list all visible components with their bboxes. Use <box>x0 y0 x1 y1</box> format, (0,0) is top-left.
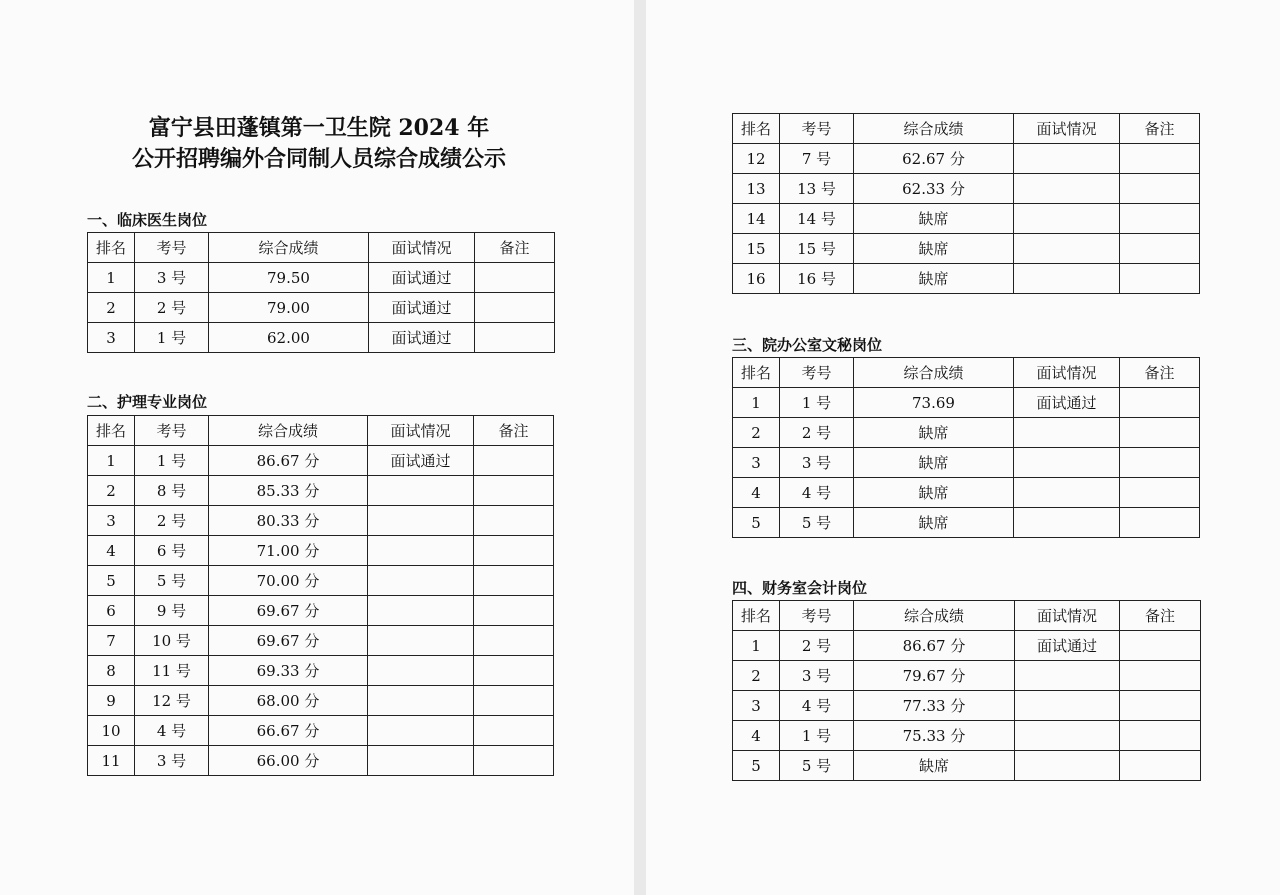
exam-number-cell: 15 号 <box>780 234 854 264</box>
column-header: 综合成绩 <box>209 233 369 263</box>
rank-cell: 5 <box>733 751 780 781</box>
remarks-cell <box>1120 478 1200 508</box>
rank-cell: 2 <box>733 418 780 448</box>
rank-cell: 8 <box>88 656 135 686</box>
title-line-2: 公开招聘编外合同制人员综合成绩公示 <box>131 146 506 172</box>
column-header: 考号 <box>135 416 209 446</box>
column-header: 考号 <box>780 601 854 631</box>
table-row <box>88 746 554 776</box>
score-cell: 缺席 <box>854 418 1014 448</box>
remarks-cell <box>475 293 555 323</box>
remarks-cell <box>1120 174 1200 204</box>
table-row <box>733 418 1200 448</box>
exam-number-cell: 5 号 <box>135 566 209 596</box>
interview-status-cell <box>1014 204 1120 234</box>
interview-status-cell <box>1014 508 1120 538</box>
column-header: 考号 <box>780 358 854 388</box>
section-heading-finance-accountant: 四、财务室会计岗位 <box>732 579 868 597</box>
remarks-cell <box>1120 661 1201 691</box>
score-table-finance-accountant <box>732 600 1201 781</box>
column-header: 排名 <box>733 358 780 388</box>
score-cell: 71.00 分 <box>209 536 368 566</box>
table-row <box>733 388 1200 418</box>
rank-cell: 14 <box>733 204 780 234</box>
remarks-cell <box>474 656 554 686</box>
rank-cell: 15 <box>733 234 780 264</box>
interview-status-cell: 面试通过 <box>368 446 474 476</box>
rank-cell: 11 <box>88 746 135 776</box>
score-cell: 86.67 分 <box>854 631 1015 661</box>
table-row <box>733 721 1201 751</box>
interview-status-cell <box>1015 691 1120 721</box>
remarks-cell <box>1120 691 1201 721</box>
remarks-cell <box>1120 751 1201 781</box>
exam-number-cell: 2 号 <box>780 418 854 448</box>
table-header-row <box>88 233 555 263</box>
score-cell: 62.67 分 <box>854 144 1014 174</box>
rank-cell: 12 <box>733 144 780 174</box>
document-page-1 <box>0 0 634 895</box>
interview-status-cell <box>368 716 474 746</box>
score-cell: 86.67 分 <box>209 446 368 476</box>
rank-cell: 1 <box>88 263 135 293</box>
interview-status-cell <box>368 506 474 536</box>
interview-status-cell <box>1015 751 1120 781</box>
rank-cell: 6 <box>88 596 135 626</box>
score-table-clinical-doctor <box>87 232 555 353</box>
rank-cell: 16 <box>733 264 780 294</box>
interview-status-cell <box>1015 721 1120 751</box>
score-cell: 62.33 分 <box>854 174 1014 204</box>
interview-status-cell: 面试通过 <box>369 293 475 323</box>
score-cell: 70.00 分 <box>209 566 368 596</box>
score-cell: 缺席 <box>854 448 1014 478</box>
interview-status-cell <box>368 626 474 656</box>
rank-cell: 4 <box>733 721 780 751</box>
table-row <box>733 691 1201 721</box>
table-row <box>88 263 555 293</box>
remarks-cell <box>474 536 554 566</box>
document-page-2 <box>646 0 1280 895</box>
score-cell: 79.67 分 <box>854 661 1015 691</box>
exam-number-cell: 8 号 <box>135 476 209 506</box>
remarks-cell <box>474 746 554 776</box>
column-header: 备注 <box>1120 601 1201 631</box>
column-header: 排名 <box>88 233 135 263</box>
table-header-row <box>88 416 554 446</box>
remarks-cell <box>1120 264 1200 294</box>
rank-cell: 3 <box>88 323 135 353</box>
rank-cell: 2 <box>88 293 135 323</box>
rank-cell: 10 <box>88 716 135 746</box>
exam-number-cell: 5 号 <box>780 508 854 538</box>
column-header: 综合成绩 <box>209 416 368 446</box>
table-row <box>733 478 1200 508</box>
rank-cell: 1 <box>733 388 780 418</box>
exam-number-cell: 5 号 <box>780 751 854 781</box>
table-row <box>88 686 554 716</box>
interview-status-cell <box>1014 174 1120 204</box>
table-row <box>733 234 1200 264</box>
table-row <box>88 536 554 566</box>
score-cell: 缺席 <box>854 234 1014 264</box>
exam-number-cell: 3 号 <box>780 448 854 478</box>
score-cell: 69.67 分 <box>209 596 368 626</box>
column-header: 考号 <box>135 233 209 263</box>
exam-number-cell: 3 号 <box>135 263 209 293</box>
rank-cell: 4 <box>733 478 780 508</box>
interview-status-cell <box>368 746 474 776</box>
remarks-cell <box>1120 418 1200 448</box>
exam-number-cell: 4 号 <box>780 478 854 508</box>
remarks-cell <box>474 686 554 716</box>
remarks-cell <box>474 506 554 536</box>
section-heading-office-secretary: 三、院办公室文秘岗位 <box>732 336 883 354</box>
rank-cell: 4 <box>88 536 135 566</box>
remarks-cell <box>1120 388 1200 418</box>
score-cell: 缺席 <box>854 204 1014 234</box>
table-row <box>733 204 1200 234</box>
rank-cell: 5 <box>88 566 135 596</box>
interview-status-cell: 面试通过 <box>1015 631 1120 661</box>
column-header: 面试情况 <box>1014 114 1120 144</box>
table-header-row <box>733 114 1200 144</box>
column-header: 备注 <box>474 416 554 446</box>
column-header: 综合成绩 <box>854 601 1015 631</box>
exam-number-cell: 3 号 <box>780 661 854 691</box>
table-row <box>733 631 1201 661</box>
document-title <box>84 113 554 175</box>
score-cell: 80.33 分 <box>209 506 368 536</box>
exam-number-cell: 10 号 <box>135 626 209 656</box>
interview-status-cell <box>1014 448 1120 478</box>
remarks-cell <box>1120 631 1201 661</box>
table-row <box>88 566 554 596</box>
table-row <box>88 626 554 656</box>
interview-status-cell <box>1015 661 1120 691</box>
exam-number-cell: 14 号 <box>780 204 854 234</box>
interview-status-cell <box>368 566 474 596</box>
column-header: 考号 <box>780 114 854 144</box>
exam-number-cell: 1 号 <box>780 721 854 751</box>
exam-number-cell: 4 号 <box>135 716 209 746</box>
score-table-nursing-continued <box>732 113 1200 294</box>
table-row <box>88 656 554 686</box>
exam-number-cell: 2 号 <box>135 506 209 536</box>
score-cell: 缺席 <box>854 264 1014 294</box>
exam-number-cell: 13 号 <box>780 174 854 204</box>
table-row <box>88 323 555 353</box>
column-header: 排名 <box>88 416 135 446</box>
remarks-cell <box>474 476 554 506</box>
interview-status-cell <box>368 656 474 686</box>
score-cell: 75.33 分 <box>854 721 1015 751</box>
table-row <box>88 446 554 476</box>
remarks-cell <box>474 566 554 596</box>
exam-number-cell: 7 号 <box>780 144 854 174</box>
remarks-cell <box>474 716 554 746</box>
score-cell: 79.00 <box>209 293 369 323</box>
remarks-cell <box>1120 144 1200 174</box>
table-header-row <box>733 358 1200 388</box>
rank-cell: 3 <box>88 506 135 536</box>
section-heading-clinical-doctor: 一、临床医生岗位 <box>87 211 208 229</box>
rank-cell: 13 <box>733 174 780 204</box>
exam-number-cell: 6 号 <box>135 536 209 566</box>
exam-number-cell: 3 号 <box>135 746 209 776</box>
interview-status-cell <box>368 686 474 716</box>
exam-number-cell: 1 号 <box>135 323 209 353</box>
table-row <box>733 751 1201 781</box>
score-cell: 缺席 <box>854 478 1014 508</box>
column-header: 综合成绩 <box>854 114 1014 144</box>
interview-status-cell <box>1014 234 1120 264</box>
column-header: 排名 <box>733 601 780 631</box>
exam-number-cell: 11 号 <box>135 656 209 686</box>
rank-cell: 7 <box>88 626 135 656</box>
table-row <box>733 661 1201 691</box>
interview-status-cell <box>368 596 474 626</box>
interview-status-cell: 面试通过 <box>369 263 475 293</box>
rank-cell: 9 <box>88 686 135 716</box>
table-row <box>88 506 554 536</box>
exam-number-cell: 16 号 <box>780 264 854 294</box>
column-header: 综合成绩 <box>854 358 1014 388</box>
score-cell: 77.33 分 <box>854 691 1015 721</box>
remarks-cell <box>1120 721 1201 751</box>
exam-number-cell: 1 号 <box>780 388 854 418</box>
remarks-cell <box>1120 508 1200 538</box>
score-cell: 69.33 分 <box>209 656 368 686</box>
remarks-cell <box>1120 448 1200 478</box>
table-row <box>88 716 554 746</box>
exam-number-cell: 1 号 <box>135 446 209 476</box>
table-row <box>733 174 1200 204</box>
section-heading-nursing: 二、护理专业岗位 <box>87 393 208 411</box>
column-header: 面试情况 <box>1014 358 1120 388</box>
score-cell: 69.67 分 <box>209 626 368 656</box>
column-header: 备注 <box>1120 358 1200 388</box>
rank-cell: 1 <box>733 631 780 661</box>
table-row <box>733 144 1200 174</box>
score-cell: 73.69 <box>854 388 1014 418</box>
rank-cell: 3 <box>733 448 780 478</box>
table-row <box>733 448 1200 478</box>
table-row <box>733 508 1200 538</box>
exam-number-cell: 2 号 <box>780 631 854 661</box>
score-cell: 缺席 <box>854 508 1014 538</box>
remarks-cell <box>474 626 554 656</box>
exam-number-cell: 2 号 <box>135 293 209 323</box>
remarks-cell <box>474 446 554 476</box>
table-row <box>88 476 554 506</box>
interview-status-cell <box>1014 264 1120 294</box>
rank-cell: 5 <box>733 508 780 538</box>
rank-cell: 2 <box>88 476 135 506</box>
score-table-office-secretary <box>732 357 1200 538</box>
score-cell: 85.33 分 <box>209 476 368 506</box>
interview-status-cell <box>1014 478 1120 508</box>
remarks-cell <box>1120 204 1200 234</box>
table-row <box>733 264 1200 294</box>
interview-status-cell: 面试通过 <box>1014 388 1120 418</box>
score-table-nursing <box>87 415 554 776</box>
remarks-cell <box>475 323 555 353</box>
table-row <box>88 596 554 626</box>
remarks-cell <box>1120 234 1200 264</box>
interview-status-cell <box>1014 144 1120 174</box>
table-row <box>88 293 555 323</box>
interview-status-cell <box>1014 418 1120 448</box>
rank-cell: 2 <box>733 661 780 691</box>
remarks-cell <box>474 596 554 626</box>
column-header: 面试情况 <box>368 416 474 446</box>
rank-cell: 3 <box>733 691 780 721</box>
title-line-1: 富宁县田蓬镇第一卫生院 2024 年 <box>148 115 490 141</box>
exam-number-cell: 9 号 <box>135 596 209 626</box>
interview-status-cell: 面试通过 <box>369 323 475 353</box>
column-header: 排名 <box>733 114 780 144</box>
exam-number-cell: 12 号 <box>135 686 209 716</box>
table-header-row <box>733 601 1201 631</box>
interview-status-cell <box>368 536 474 566</box>
interview-status-cell <box>368 476 474 506</box>
exam-number-cell: 4 号 <box>780 691 854 721</box>
column-header: 备注 <box>475 233 555 263</box>
score-cell: 79.50 <box>209 263 369 293</box>
score-cell: 68.00 分 <box>209 686 368 716</box>
score-cell: 66.00 分 <box>209 746 368 776</box>
column-header: 面试情况 <box>369 233 475 263</box>
remarks-cell <box>475 263 555 293</box>
column-header: 备注 <box>1120 114 1200 144</box>
rank-cell: 1 <box>88 446 135 476</box>
score-cell: 66.67 分 <box>209 716 368 746</box>
score-cell: 缺席 <box>854 751 1015 781</box>
column-header: 面试情况 <box>1015 601 1120 631</box>
score-cell: 62.00 <box>209 323 369 353</box>
